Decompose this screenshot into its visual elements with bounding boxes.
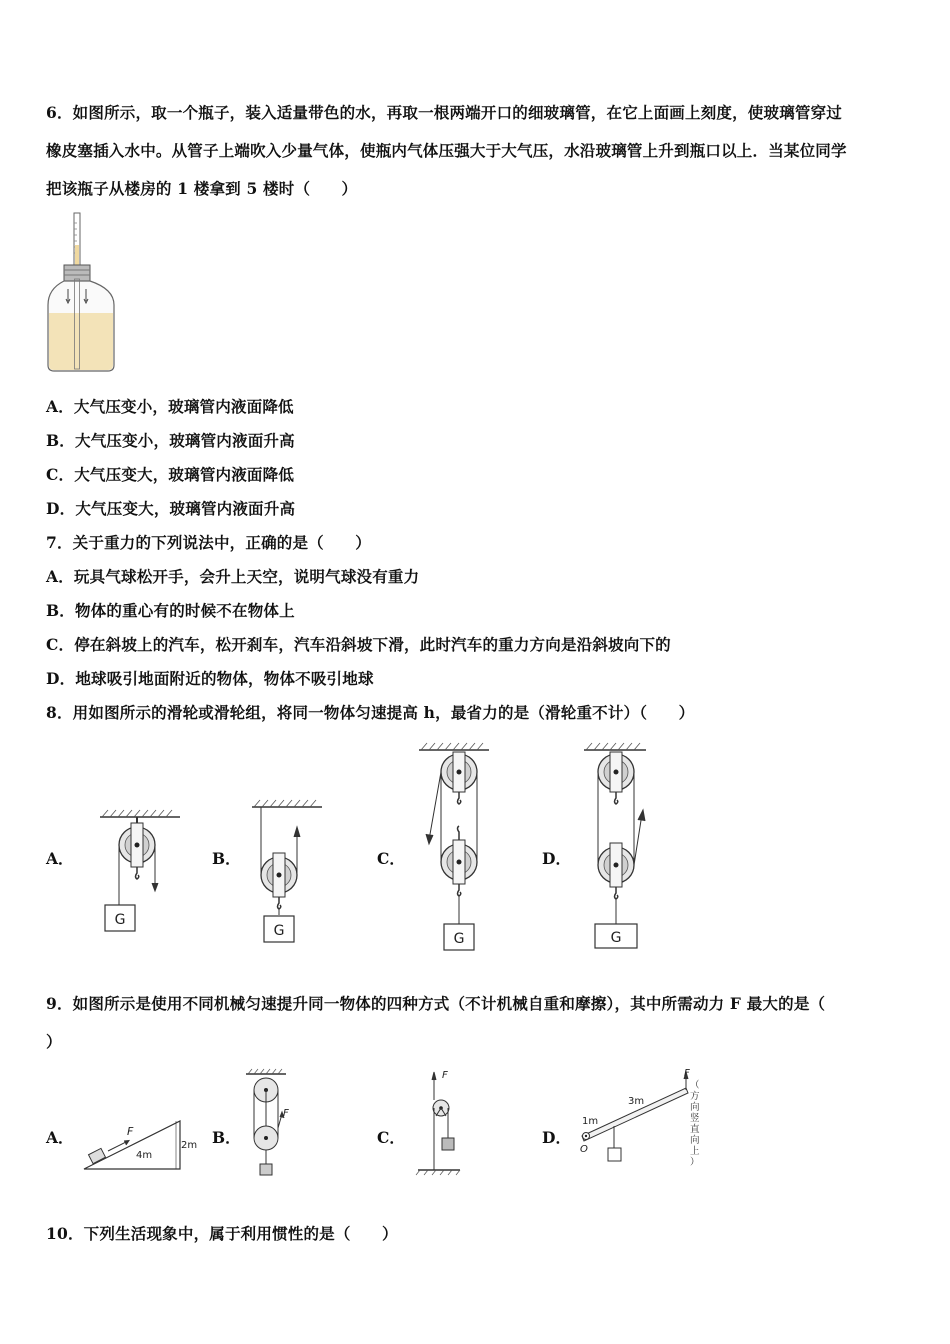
q8-label-c: C． [377,849,405,868]
q9-d-note-3: 竖 [690,1113,700,1124]
q9-c-force: F [442,1070,448,1081]
q9-b-force: F [283,1108,289,1119]
q9-d-note-6: 上 [690,1146,700,1157]
q8-weight-d: G [610,930,622,946]
q9-d-note-7: ） [690,1157,700,1168]
q9-d-note-2: 向 [690,1102,700,1113]
q8-figure-b [250,797,330,947]
q9-d-pivot: O [580,1144,588,1155]
q9-figure-a [80,1115,198,1175]
q6-option-c: C．大气压变大，玻璃管内液面降低 [46,465,295,484]
q8-label-d: D． [542,849,571,868]
q8-label-b: B． [212,849,241,868]
q7-option-c: C．停在斜坡上的汽车，松开刹车，汽车沿斜坡下滑，此时汽车的重力方向是沿斜坡向下的 [46,635,671,654]
q8-weight-a: G [114,912,126,928]
q9-d-note-0: （ [690,1080,700,1091]
q7-stem: 7．关于重力的下列说法中，正确的是（ ） [46,533,371,552]
q6-option-b: B．大气压变小，玻璃管内液面升高 [46,431,295,450]
q9-figure-c [414,1066,469,1176]
q8-stem: 8．用如图所示的滑轮或滑轮组，将同一物体匀速提高 h，最省力的是（滑轮重不计）（ ） [46,703,695,722]
q10-stem: 10．下列生活现象中，属于利用惯性的是（ ） [46,1224,398,1243]
q9-d-lever-long: 3m [628,1096,645,1107]
q6-option-a: A．大气压变小，玻璃管内液面降低 [46,397,294,416]
q7-option-d: D．地球吸引地面附近的物体，物体不吸引地球 [46,669,374,688]
q9-stem-line1: 9．如图所示是使用不同机械匀速提升同一物体的四种方式（不计机械自重和摩擦），其中所需动力 F 最大的是（ [46,994,826,1013]
bottle-figure [44,205,124,375]
q9-stem-line2: ） [46,1032,62,1051]
q9-a-slope-height: 2m [181,1140,198,1151]
q8-weight-b: G [273,923,285,939]
q9-label-d: D． [542,1128,571,1147]
q6-stem-line2: 橡皮塞插入水中。从管子上端吹入少量气体，使瓶内气体压强大于大气压，水沿玻璃管上升到瓶口以上．当某位同学 [46,141,847,160]
q6-option-d: D．大气压变大，玻璃管内液面升高 [46,499,296,518]
q9-figure-d [574,1066,709,1178]
q9-a-force: F [127,1125,134,1138]
q8-figure-a [98,805,188,940]
q8-figure-c [415,740,495,955]
q9-label-b: B． [212,1128,241,1147]
q7-option-a: A．玩具气球松开手，会升上天空，说明气球没有重力 [46,567,420,586]
q9-d-note-5: 向 [690,1135,700,1146]
q9-label-c: C． [377,1128,405,1147]
q9-label-a: A． [46,1128,74,1147]
q7-option-b: B．物体的重心有的时候不在物体上 [46,601,295,620]
q9-a-slope-length: 4m [136,1150,153,1161]
q8-figure-d [580,740,660,955]
q8-label-a: A． [46,849,74,868]
q9-d-note-4: 直 [690,1124,700,1135]
q9-figure-b [240,1068,300,1180]
q8-weight-c: G [453,931,465,947]
q6-stem-line3: 把该瓶子从楼房的 1 楼拿到 5 楼时（ ） [46,179,358,198]
q6-stem-line1: 6．如图所示，取一个瓶子，装入适量带色的水，再取一根两端开口的细玻璃管，在它上面画上刻度，使玻璃管穿过 [46,103,842,122]
q9-d-note-1: 方 [690,1091,700,1102]
q9-d-force: F [684,1068,690,1079]
q9-d-lever-short: 1m [582,1116,599,1127]
